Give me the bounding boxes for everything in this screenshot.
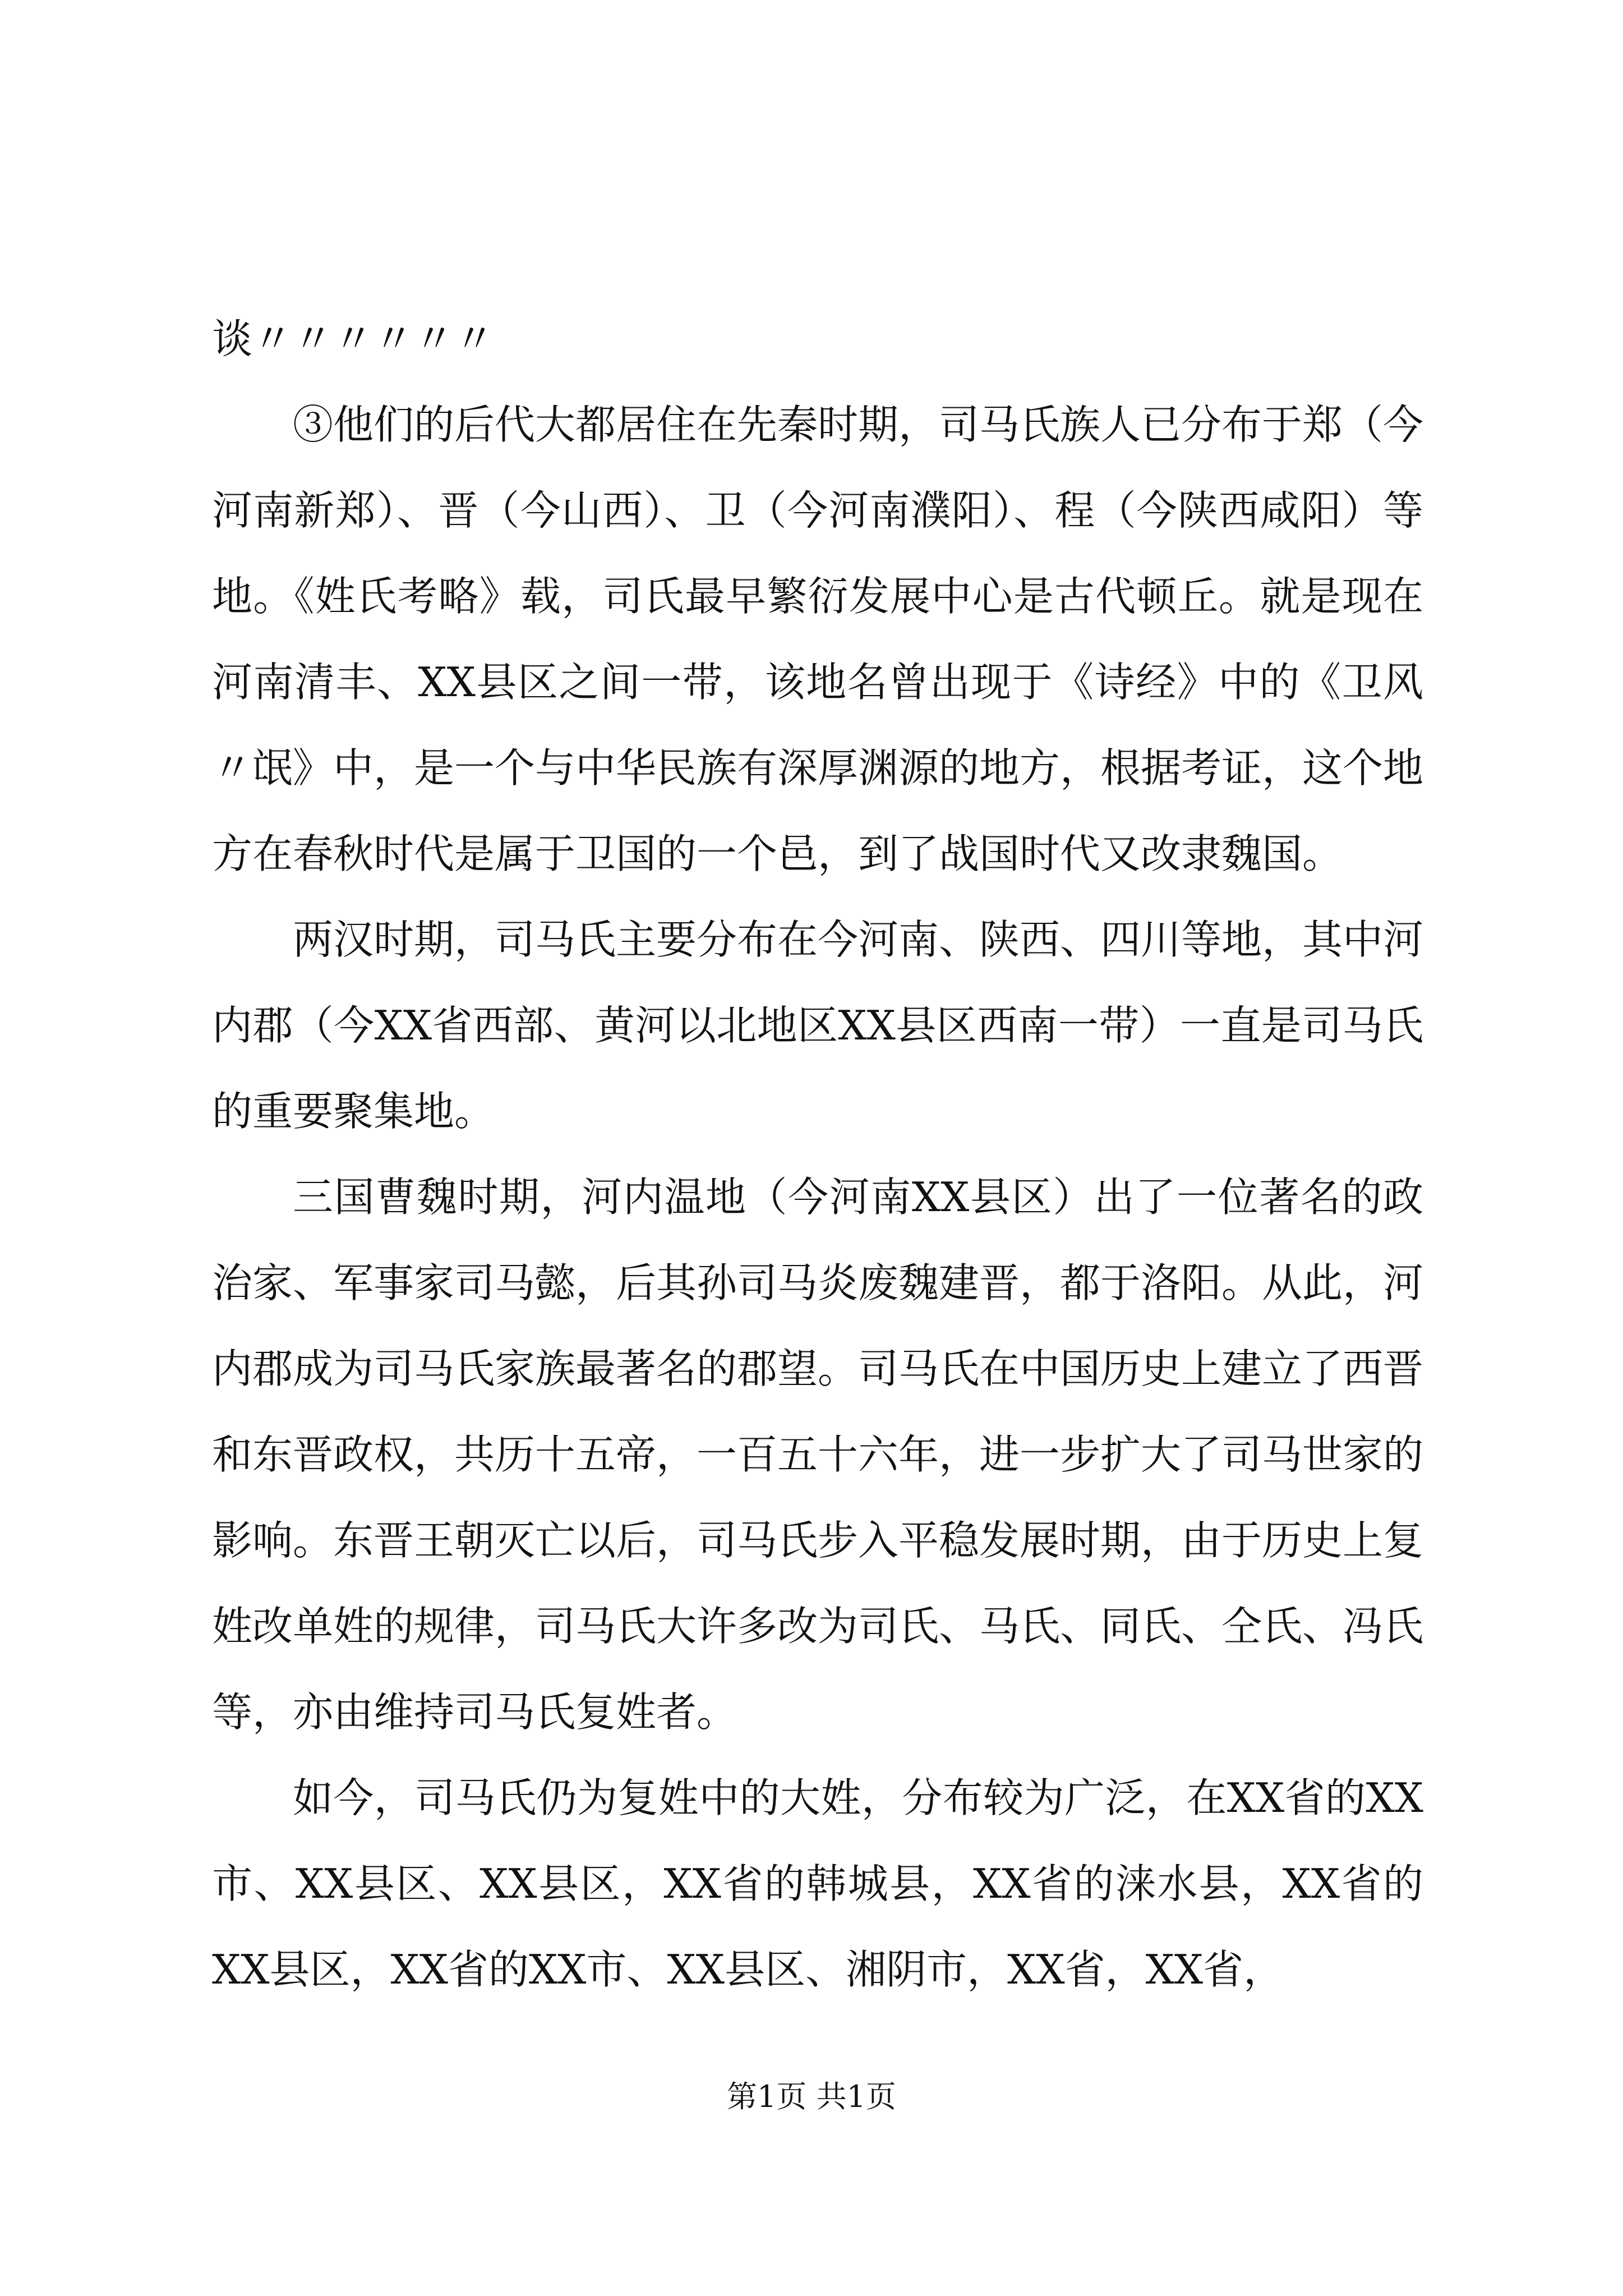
page-footer: 第1页 共1页	[727, 2079, 896, 2114]
paragraph-pre-qin-distribution: ③他们的后代大都居住在先秦时期，司马氏族人已分布于郑（今河南新郑）、晋（今山西）、卫（今河南濮阳）、程（今陕西咸阳）等地。《姓氏考略》载，司氏最早繁衍发展中心是古代顿丘。就是现在河南清丰、XX县区之间一带，该地名曾出现于《诗经》中的《卫风〃氓》中，是一个与中华民族有深厚渊源的地方，根据考证，这个地方在春秋时代是属于卫国的一个邑，到了战国时代又改隶魏国。	[212, 401, 1424, 877]
paragraph-three-kingdoms: 三国曹魏时期，河内温地（今河南XX县区）出了一位著名的政治家、军事家司马懿，后其孙司马炎废魏建晋，都于洛阳。从此，河内郡成为司马氏家族最著名的郡望。司马氏在中国历史上建立了西晋和东晋政权，共历十五帝，一百五十六年，进一步扩大了司马世家的影响。东晋王朝灭亡以后，司马氏步入平稳发展时期，由于历史上复姓改单姓的规律，司马氏大许多改为司氏、马氏、同氏、仝氏、冯氏等，亦由维持司马氏复姓者。	[212, 1174, 1424, 1736]
paragraph-han-dynasty: 两汉时期，司马氏主要分布在今河南、陕西、四川等地，其中河内郡（今XX省西部、黄河以北地区XX县区西南一带）一直是司马氏的重要聚集地。	[212, 916, 1424, 1135]
paragraph-modern-distribution: 如今，司马氏仍为复姓中的大姓，分布较为广泛，在XX省的XX市、XX县区、XX县区，XX省的韩城县，XX省的涞水县，XX省的XX县区，XX省的XX市、XX县区、湘阴市，XX省，XX省，	[212, 1774, 1423, 1993]
document-body	[212, 296, 1423, 2013]
paragraph-heading-fragment: 谈〃〃〃〃〃〃	[212, 315, 495, 362]
